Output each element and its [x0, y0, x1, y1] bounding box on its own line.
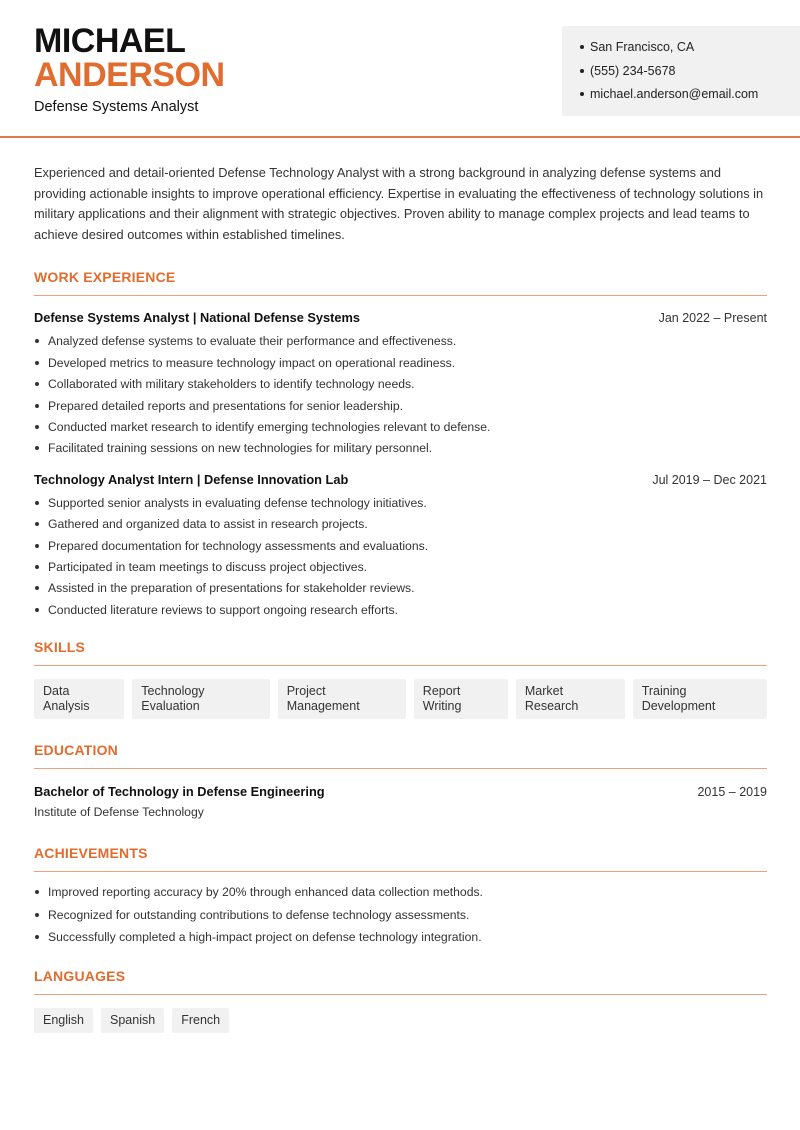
list-item	[34, 907, 767, 930]
language-chip: Spanish	[101, 1008, 164, 1033]
contact-location	[580, 40, 782, 64]
list-item	[34, 376, 767, 397]
skill-chip: Project Management	[278, 679, 406, 719]
bullet-text: Conducted market research to identify emerging technologies relevant to defense.	[48, 419, 491, 434]
bullet-icon	[35, 935, 39, 939]
bullet-text: Developed metrics to measure technology impact on operational readiness.	[48, 355, 456, 370]
skill-chip: Data Analysis	[34, 679, 124, 719]
bullet-icon	[35, 404, 39, 408]
contact-phone	[580, 64, 782, 88]
language-chips	[34, 1008, 767, 1033]
list-item	[34, 929, 767, 952]
bullet-icon	[35, 382, 39, 386]
list-item	[34, 333, 767, 354]
list-item	[34, 419, 767, 440]
section-title-skills: SKILLS	[34, 639, 767, 666]
bullet-icon	[580, 92, 584, 96]
languages-section	[34, 968, 767, 1033]
skill-chip: Market Research	[516, 679, 625, 719]
job-header	[34, 472, 767, 487]
list-item	[34, 559, 767, 580]
school: Institute of Defense Technology	[34, 805, 204, 820]
bullet-icon	[35, 544, 39, 548]
achievements-section	[34, 845, 767, 952]
bullet-icon	[35, 913, 39, 917]
bullet-text: Assisted in the preparation of presentations for stakeholder reviews.	[48, 581, 415, 596]
education-header	[34, 784, 767, 799]
list-item	[34, 516, 767, 537]
list-item	[34, 398, 767, 419]
list-item	[34, 538, 767, 559]
education-section	[34, 742, 767, 819]
contact-box	[562, 26, 800, 116]
bullet-text: Conducted literature reviews to support ongoing research efforts.	[48, 602, 399, 617]
resume-body	[34, 163, 767, 1033]
job-entry	[34, 472, 767, 623]
candidate-name	[34, 24, 225, 92]
achievement-list	[34, 884, 767, 952]
list-item	[34, 495, 767, 516]
list-item	[34, 884, 767, 907]
bullet-text: Improved reporting accuracy by 20% through enhanced data collection methods.	[48, 885, 483, 900]
bullet-icon	[35, 425, 39, 429]
job-dates: Jan 2022 – Present	[658, 311, 767, 326]
skill-chip: Technology Evaluation	[132, 679, 269, 719]
section-title-achievements: ACHIEVEMENTS	[34, 845, 767, 872]
bullet-text: Gathered and organized data to assist in research projects.	[48, 517, 368, 532]
location-text: San Francisco, CA	[590, 40, 695, 54]
bullet-icon	[35, 565, 39, 569]
resume-header	[0, 0, 800, 138]
bullet-icon	[35, 608, 39, 612]
bullet-text: Recognized for outstanding contributions to defense technology assessments.	[48, 907, 470, 922]
bullet-icon	[35, 522, 39, 526]
contact-email	[580, 87, 782, 111]
bullet-icon	[35, 501, 39, 505]
bullet-text: Prepared documentation for technology assessments and evaluations.	[48, 538, 429, 553]
bullet-text: Facilitated training sessions on new technologies for military personnel.	[48, 441, 433, 456]
bullet-icon	[35, 586, 39, 590]
job-bullets	[34, 333, 767, 461]
skill-chip: Report Writing	[414, 679, 508, 719]
bullet-icon	[35, 446, 39, 450]
email-text: michael.anderson@email.com	[590, 87, 759, 101]
list-item	[34, 602, 767, 623]
section-title-work: WORK EXPERIENCE	[34, 269, 767, 296]
language-chip: English	[34, 1008, 93, 1033]
phone-text: (555) 234-5678	[590, 63, 676, 78]
bullet-icon	[35, 361, 39, 365]
job-header	[34, 310, 767, 325]
education-years: 2015 – 2019	[697, 785, 767, 800]
job-entry	[34, 310, 767, 461]
bullet-text: Supported senior analysts in evaluating defense technology initiatives.	[48, 495, 427, 510]
list-item	[34, 440, 767, 461]
bullet-text: Successfully completed a high-impact project on defense technology integration.	[48, 930, 482, 945]
skills-chips	[34, 679, 767, 719]
section-title-languages: LANGUAGES	[34, 968, 767, 995]
skill-chip: Training Development	[633, 679, 767, 719]
job-role: Technology Analyst Intern | Defense Innovation Lab	[34, 471, 349, 487]
bullet-icon	[35, 339, 39, 343]
bullet-text: Analyzed defense systems to evaluate their performance and effectiveness.	[48, 334, 457, 349]
bullet-text: Prepared detailed reports and presentations for senior leadership.	[48, 398, 404, 413]
bullet-icon	[35, 890, 39, 894]
job-title: Defense Systems Analyst	[34, 99, 199, 115]
summary: Experienced and detail-oriented Defense Technology Analyst with a strong background in analyzing defense systems and providing actionable insights to improve operational efficiency. Expertise in evaluating the effectiveness of technology solutions in military applications and their alignment with strategic objectives. Proven ability to manage complex projects and lead teams to achieve desired outcomes within established timelines.	[34, 165, 764, 242]
list-item	[34, 355, 767, 376]
skills-section	[34, 639, 767, 719]
bullet-icon	[580, 45, 584, 49]
last-name: ANDERSON	[34, 56, 225, 94]
work-section	[34, 269, 767, 623]
bullet-text: Collaborated with military stakeholders to identify technology needs.	[48, 377, 415, 392]
bullet-text: Participated in team meetings to discuss project objectives.	[48, 559, 368, 574]
job-dates: Jul 2019 – Dec 2021	[652, 472, 767, 487]
first-name: MICHAEL	[34, 22, 186, 60]
section-title-education: EDUCATION	[34, 742, 767, 769]
language-chip: French	[172, 1008, 229, 1033]
job-role: Defense Systems Analyst | National Defense Systems	[34, 310, 361, 326]
bullet-icon	[580, 69, 584, 73]
job-bullets	[34, 495, 767, 623]
degree: Bachelor of Technology in Defense Engineering	[34, 784, 325, 800]
list-item	[34, 580, 767, 601]
